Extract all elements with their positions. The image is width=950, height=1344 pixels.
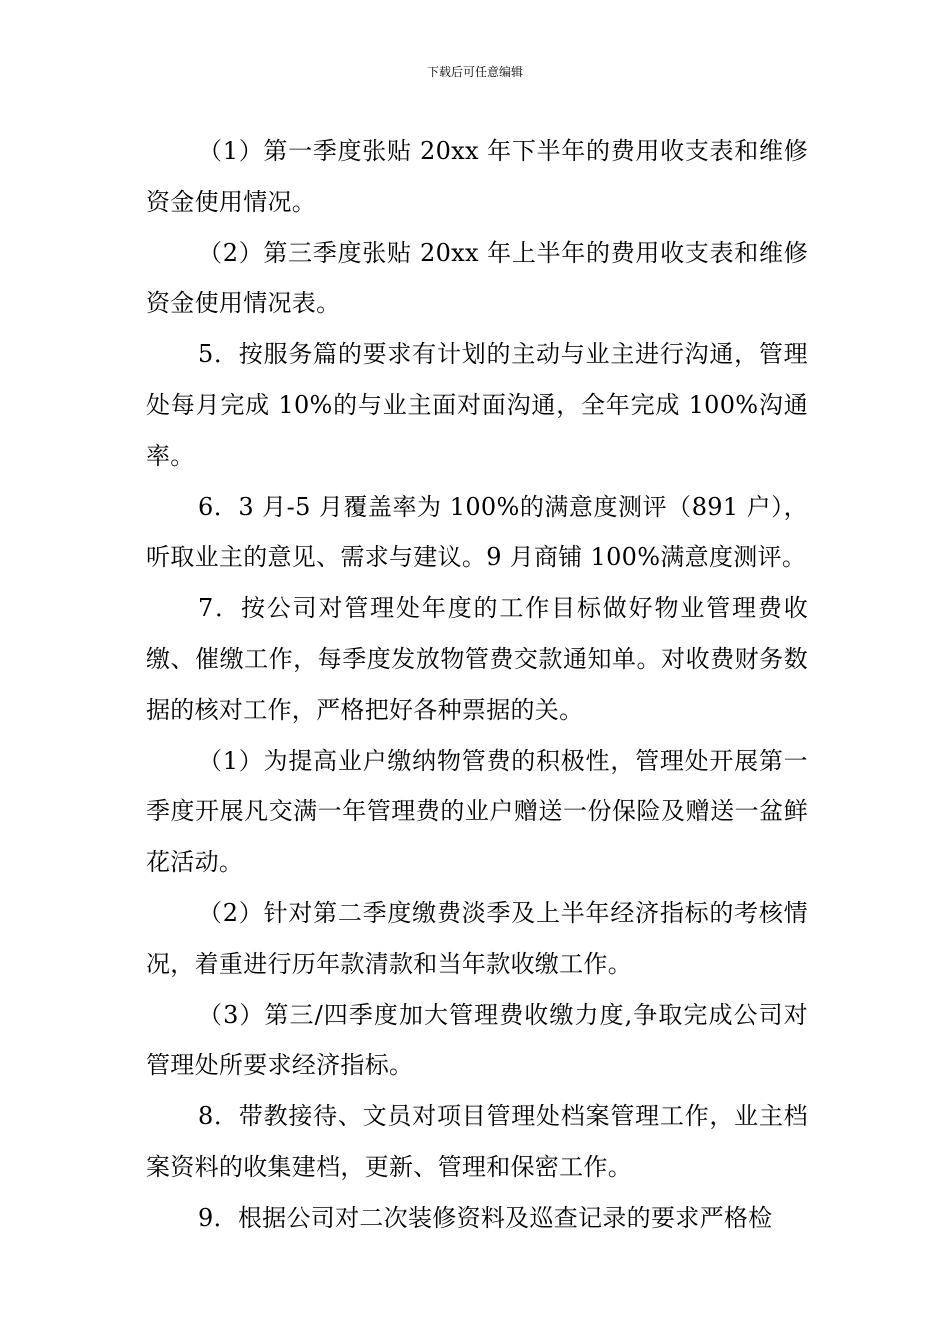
paragraph-3: 5．按服务篇的要求有计划的主动与业主进行沟通，管理处每月完成 10%的与业主面对面沟通，全年完成 100%沟通率。 [146,340,808,470]
paragraph-7: （2）针对第二季度缴费淡季及上半年经济指标的考核情况，着重进行历年款清款和当年款收缴工作。 [146,898,808,978]
paragraph-8: （3）第三/四季度加大管理费收缴力度,争取完成公司对管理处所要求经济指标。 [146,1000,808,1080]
paragraph-4: 6．3 月-5 月覆盖率为 100%的满意度测评（891 户），听取业主的意见、需求与建议。9 月商铺 100%满意度测评。 [146,492,808,572]
paragraph-2: （2）第三季度张贴 20xx 年上半年的费用收支表和维修资金使用情况表。 [146,238,808,318]
document-body [146,126,808,1244]
header-note: 下载后可任意编辑 [426,65,523,79]
paragraph-1: （1）第一季度张贴 20xx 年下半年的费用收支表和维修资金使用情况。 [146,137,808,216]
paragraph-10: 9．根据公司对二次装修资料及巡查记录的要求严格检 [198,1203,773,1232]
paragraph-5: 7．按公司对管理处年度的工作目标做好物业管理费收缴、催缴工作，每季度发放物管费交款通知单。对收费财务数据的核对工作，严格把好各种票据的关。 [146,594,808,724]
paragraph-6: （1）为提高业户缴纳物管费的积极性，管理处开展第一季度开展凡交满一年管理费的业户赠送一份保险及赠送一盆鲜花活动。 [146,746,808,877]
paragraph-9: 8．带教接待、文员对项目管理处档案管理工作，业主档案资料的收集建档，更新、管理和保密工作。 [146,1102,808,1181]
